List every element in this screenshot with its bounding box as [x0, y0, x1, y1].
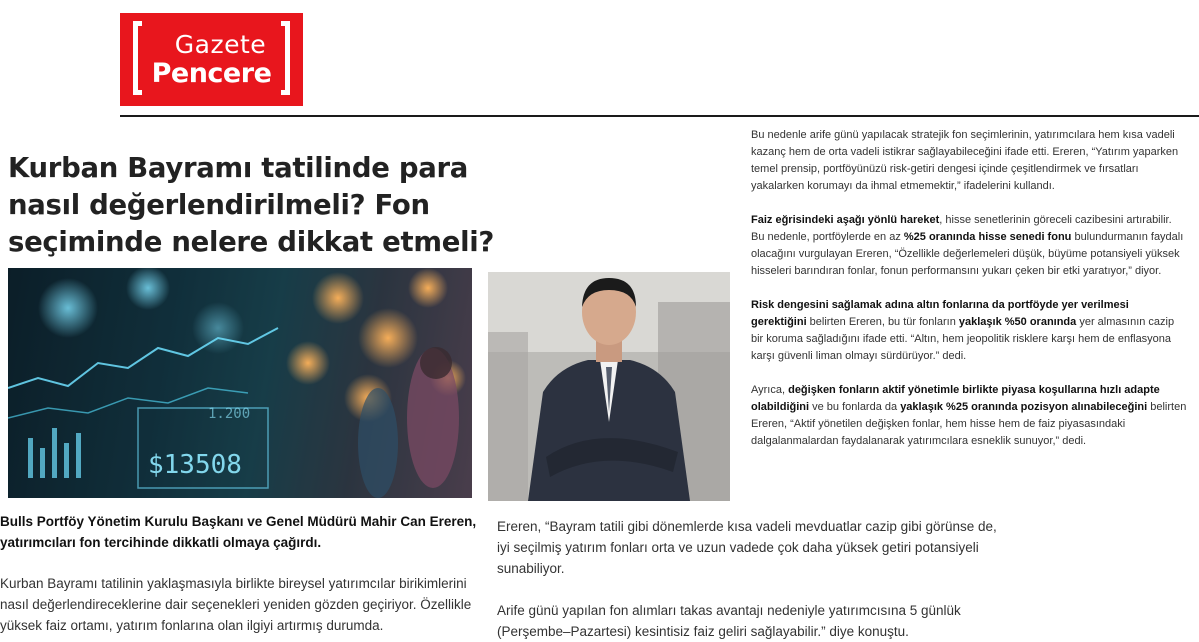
body-text: Ayrıca,	[751, 384, 789, 396]
image-caption: Bulls Portföy Yönetim Kurulu Başkanı ve Genel Müdürü Mahir Can Ereren, yatırımcıları fon tercihinde dikkatli olmaya çağırdı.	[0, 514, 477, 550]
header-divider	[120, 115, 1199, 117]
right-column	[751, 127, 1187, 467]
body-text: ve bu fonlarda da	[809, 401, 901, 413]
bold-text: Faiz eğrisindeki aşağı yönlü hareket	[751, 214, 940, 226]
right-paragraph-1: Bu nedenle arife günü yapılacak stratejik fon seçimlerinin, yatırımcılara hem kısa vadeli kazanç hem de orta vadeli istikrar sağlayabileceğini ifade etti. Ereren, “Yatırım yaparken temel prensip, portföyünüzü risk-getiri dengesi içinde çeşitlendirmek ve fırsatları yakalarken korumayı da ihmal etmemektir,” ifadelerini kullandı.	[751, 129, 1179, 192]
svg-text:$13508: $13508	[148, 450, 242, 480]
bold-text: Risk dengesini sağlamak adına altın fonlarına da portföyde yer verilmesi gerektiğini	[751, 299, 1129, 328]
logo-text-gazete: Gazete	[174, 30, 267, 59]
svg-text:1.200: 1.200	[208, 406, 251, 422]
bold-text: yaklaşık %50 oranında	[958, 316, 1077, 328]
article-headline: Kurban Bayramı tatilinde para nasıl değerlendirilmeli? Fon seçiminde nelere dikkat etmeli?	[8, 152, 494, 258]
body-text: belirten Ereren, bu tür fonların	[806, 316, 959, 328]
portrait-photo	[488, 272, 730, 501]
body-text: bulundurmanın faydalı olacağını vurgulayan Ereren, “Özellikle değerlemeleri düşük, büyüme potansiyeli yüksek hisseleri barındıran fonlar, fonun performansını yukarı çeken bir etki yaratıyor,” diyor.	[751, 231, 1184, 277]
article-quote-paragraph-1: Ereren, “Bayram tatili gibi dönemlerde kısa vadeli mevduatlar cazip gibi görünse de, iyi seçilmiş yatırım fonları orta ve uzun vadede çok daha yüksek getiri potansiyeli sunabiliyor.	[497, 519, 997, 576]
bold-text: değişken fonların aktif yönetimle birlikte piyasa koşullarına hızlı adapte olabildiğini	[751, 384, 1160, 413]
body-text: belirten Ereren, “Aktif yönetilen değişken fonlar, hem hisse hem de faiz piyasasındaki dalgalanmalardan faydalanarak yatırımcılara esneklik sunuyor,” dedi.	[751, 401, 1187, 447]
bold-text: %25 oranında hisse senedi fonu	[903, 231, 1072, 243]
body-text: , hisse senetlerinin göreceli cazibesini artırabilir. Bu nedenle, portföylerde en az	[751, 214, 1172, 243]
right-paragraph-4	[751, 382, 1187, 450]
article-quote-paragraph-2: Arife günü yapılan fon alımları takas avantajı nedeniyle yatırımcısına 5 günlük (Perşembe–Pazartesi) kesintisiz faiz geliri sağlayabilir.” diye konuştu.	[497, 603, 961, 639]
body-text: yer almasının cazip bir koruma sağladığını ifade etti. “Altın, hem jeopolitik risklere karşı hem de enflasyona karşı güvenli liman olmayı sürdürüyor.” dedi.	[751, 316, 1175, 362]
right-paragraph-3	[751, 297, 1187, 365]
stock-market-photo	[8, 268, 472, 498]
article-intro-paragraph: Kurban Bayramı tatilinin yaklaşmasıyla birlikte bireysel yatırımcılar birikimlerini nasıl değerlendireceklerine dair seçenekleri yeniden gözden geçiriyor. Özellikle yüksek faiz ortamı, yatırım fonlarına olan ilgiyi artırmış durumda.	[0, 576, 472, 633]
site-logo[interactable]	[120, 13, 303, 106]
bold-text: yaklaşık %25 oranında pozisyon alınabileceğini	[900, 401, 1148, 413]
right-paragraph-2	[751, 212, 1187, 280]
logo-text-pencere: Pencere	[151, 58, 272, 89]
